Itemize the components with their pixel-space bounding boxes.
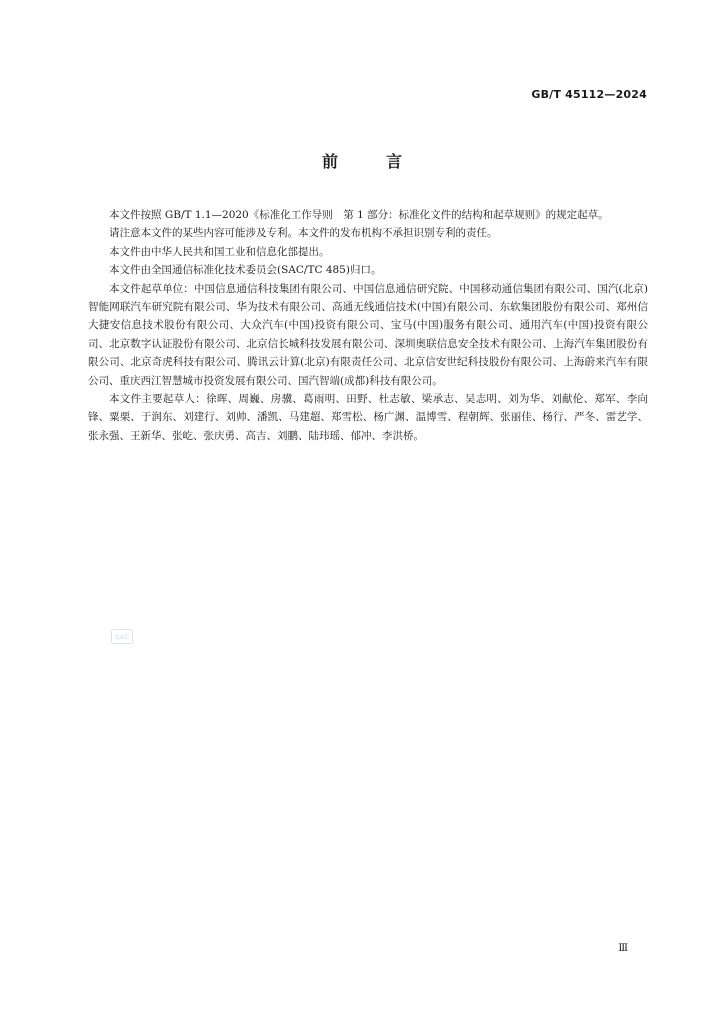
standard-number: GB/T 45112—2024 bbox=[531, 88, 647, 101]
sac-watermark-logo bbox=[111, 629, 133, 644]
watermark-text: SAC bbox=[114, 634, 130, 642]
paragraph-proposer: 本文件由中华人民共和国工业和信息化部提出。 bbox=[109, 245, 330, 258]
paragraph-drafting-units: 本文件起草单位：中国信息通信科技集团有限公司、中国信息通信研究院、中国移动通信集团有限公司、国汽(北京)智能网联汽车研究院有限公司、华为技术有限公司、高通无线通信技术(中国)有限公司、东软集团股份有限公司、郑州信大捷安信息技术股份有限公司、大众汽车(中国)投资有限公司、宝马(中国)服务有限公司、通用汽车(中国)投资有限公司、北京数字认证股份有限公司、北京信长城科技发展有限公司、深圳奥联信息安全技术有限公司、上海汽车集团股份有限公司、北京奇虎科技有限公司、腾讯云计算(北京)有限责任公司、北京信安世纪科技股份有限公司、上海蔚来汽车有限公司、重庆西江智慧城市投资发展有限公司、国汽智端(成都)科技有限公司。 bbox=[88, 282, 648, 387]
foreword-body bbox=[88, 206, 648, 445]
paragraph-drafting-rules: 本文件按照 GB/T 1.1—2020《标准化工作导则 第 1 部分：标准化文件的结构和起草规则》的规定起草。 bbox=[109, 209, 609, 221]
paragraph-administrator: 本文件由全国通信标准化技术委员会(SAC/TC 485)归口。 bbox=[109, 264, 382, 277]
page-number: Ⅲ bbox=[618, 943, 628, 954]
paragraph-drafters: 本文件主要起草人：徐晖、周巍、房骥、葛雨明、田野、杜志敏、梁承志、吴志明、刘为华、刘献伦、郑军、李向锋、粟栗、于润东、刘建行、刘帅、潘凯、马建超、郑雪松、杨广渊、温博雪、程朝辉、张丽佳、杨行、严冬、雷艺学、张永强、王新华、张屹、张庆勇、高吉、刘鹏、陆玮瑶、郁冲、李洪桥。 bbox=[88, 393, 648, 442]
paragraph-patent-notice: 请注意本文件的某些内容可能涉及专利。本文件的发布机构不承担识别专利的责任。 bbox=[109, 227, 498, 240]
page-title: 前言 bbox=[321, 152, 450, 171]
